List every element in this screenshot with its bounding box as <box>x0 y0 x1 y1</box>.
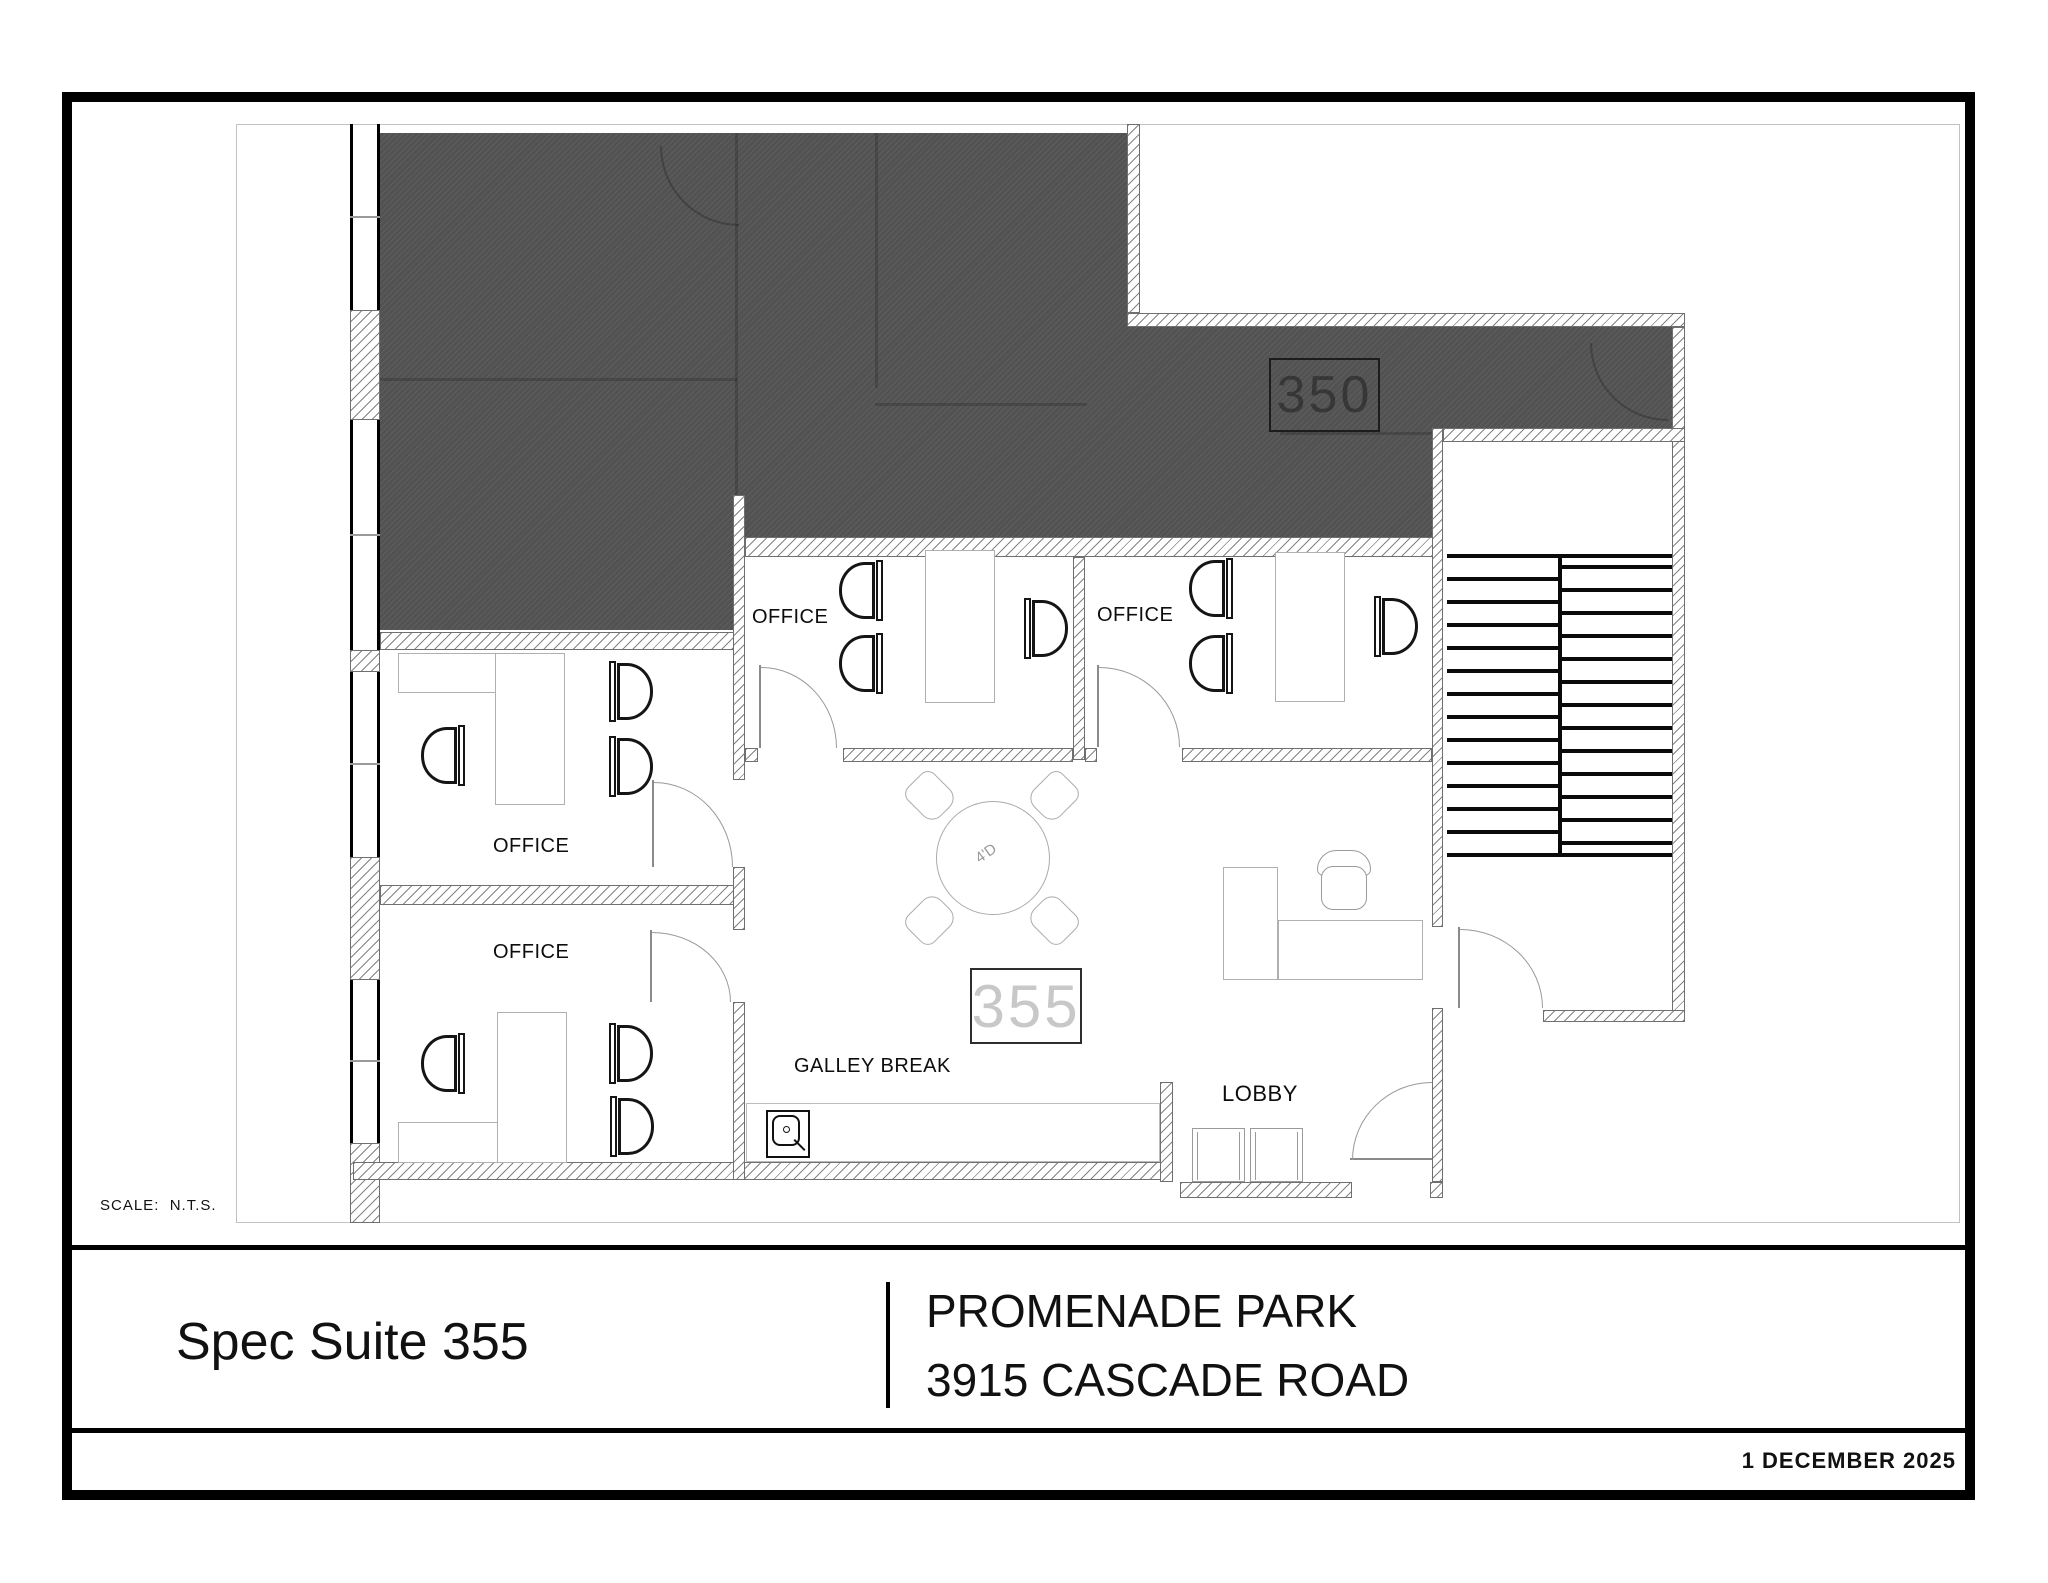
wall-stair-left <box>1432 1008 1443 1182</box>
wall-office-bottom <box>843 748 1073 762</box>
reception-desk <box>1223 867 1278 980</box>
faint-wall-line <box>1280 432 1432 435</box>
wall-stair-bottom <box>1543 1010 1685 1022</box>
titleblock-mid-rule <box>72 1428 1975 1433</box>
desk-chair <box>417 1035 467 1092</box>
lounge-chair <box>1192 1128 1245 1182</box>
wall-stair-left <box>1432 428 1443 927</box>
desk <box>398 1122 498 1163</box>
room-label-lobby: LOBBY <box>1222 1081 1298 1106</box>
guest-chair <box>835 562 885 619</box>
guest-chair <box>835 635 885 692</box>
sink-drain <box>783 1126 790 1133</box>
guest-chair <box>1185 635 1235 692</box>
lounge-chair <box>1250 1128 1303 1182</box>
wall-notch-bottom <box>1127 313 1685 327</box>
wall-pier <box>350 857 380 980</box>
titleblock-divider <box>886 1282 890 1408</box>
sink <box>766 1110 810 1158</box>
wall-pier <box>350 1143 380 1223</box>
wall-office-bottom-stub <box>1085 748 1097 762</box>
faint-door-swing <box>660 146 739 226</box>
stair-divider <box>1558 554 1562 857</box>
wall-mid-vertical <box>733 1002 745 1180</box>
room-label-office: OFFICE <box>752 606 829 628</box>
window-mullion <box>350 534 380 536</box>
wall-galley-lobby <box>1160 1082 1173 1182</box>
desk <box>1275 552 1345 702</box>
stair-treads-right <box>1560 565 1672 846</box>
room-label-galley: GALLEY BREAK <box>794 1055 951 1077</box>
desk <box>495 653 565 805</box>
wall-office-bottom-stub <box>745 748 758 762</box>
wall-lobby-bottom-stub <box>1430 1182 1443 1198</box>
faint-wall-line <box>875 403 1087 406</box>
window-mullion <box>350 1060 380 1062</box>
wall-office-top <box>380 632 745 650</box>
faint-wall-line <box>380 378 737 381</box>
faint-wall-line <box>875 133 878 388</box>
window-mullion <box>350 216 380 218</box>
wall-stair-top <box>1443 428 1685 442</box>
suite-number-badge: 355 <box>970 968 1082 1044</box>
wall-building-bottom <box>353 1162 1173 1180</box>
wall-mid-vertical <box>733 495 745 780</box>
table-diameter-note: 4'D <box>972 840 1000 867</box>
stair-treads-left <box>1447 554 1560 858</box>
desk <box>497 1012 567 1163</box>
room-label-office: OFFICE <box>493 835 570 857</box>
scale-note: SCALE: N.T.S. <box>100 1197 217 1214</box>
neighbor-suite-number: 350 <box>1269 358 1380 432</box>
building-name: PROMENADE PARK <box>926 1285 1358 1337</box>
task-chair <box>1321 866 1367 910</box>
reception-desk <box>1278 920 1423 980</box>
guest-chair <box>608 1098 658 1155</box>
wall-mid-vertical <box>733 867 745 930</box>
wall-pier <box>350 650 380 672</box>
wall-office-divider <box>1073 557 1085 760</box>
guest-chair <box>607 738 657 795</box>
wall-notch-left <box>1127 124 1140 313</box>
street-address: 3915 CASCADE ROAD <box>926 1354 1410 1406</box>
wall-pier <box>350 310 380 420</box>
guest-chair <box>607 663 657 720</box>
room-label-office: OFFICE <box>493 941 570 963</box>
desk <box>925 550 995 703</box>
desk-chair <box>1372 598 1422 655</box>
guest-chair <box>607 1025 657 1082</box>
titleblock-project-name: Spec Suite 355 <box>176 1313 529 1371</box>
faint-door-swing <box>1590 343 1668 421</box>
wall-lobby-bottom <box>1180 1182 1352 1198</box>
room-label-office: OFFICE <box>1097 604 1174 626</box>
desk-chair <box>417 727 467 784</box>
titleblock-top-rule <box>72 1245 1975 1250</box>
desk-chair <box>1022 600 1072 657</box>
wall-office-bottom <box>1182 748 1432 762</box>
titleblock-building-address <box>926 1277 1409 1415</box>
wall-office-mid <box>380 885 745 905</box>
guest-chair <box>1185 560 1235 617</box>
titleblock-date: 1 DECEMBER 2025 <box>1741 1448 1956 1473</box>
window-mullion <box>350 763 380 765</box>
